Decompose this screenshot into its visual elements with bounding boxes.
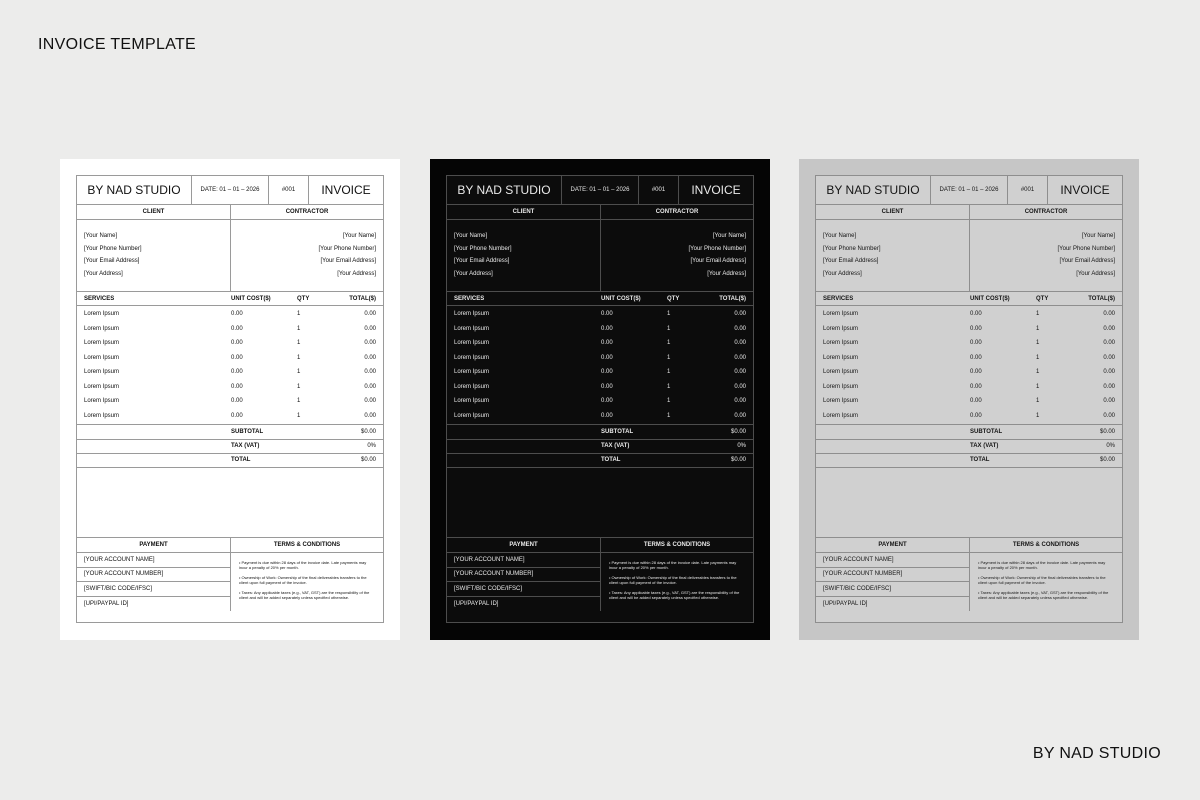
- client-detail: [Your Address]: [454, 271, 493, 278]
- row-total: 0.00: [364, 412, 376, 419]
- quantity: 1: [1036, 325, 1040, 332]
- row-total: 0.00: [734, 354, 746, 361]
- col-services: SERVICES: [84, 295, 115, 302]
- unit-cost: 0.00: [601, 383, 613, 390]
- unit-cost: 0.00: [970, 354, 982, 361]
- summary-value: 0%: [1106, 443, 1115, 450]
- quantity: 1: [1036, 369, 1040, 376]
- contractor-block: [601, 220, 753, 291]
- services-table-body: [447, 306, 753, 423]
- client-detail: [Your Email Address]: [823, 258, 879, 265]
- unit-cost: 0.00: [970, 311, 982, 318]
- summary-value: $0.00: [360, 428, 376, 435]
- client-detail: [Your Name]: [823, 233, 857, 239]
- quantity: 1: [297, 369, 301, 376]
- service-row: [447, 336, 753, 351]
- contractor-detail: [Your Phone Number]: [318, 245, 376, 252]
- terms-block: [970, 553, 1122, 611]
- row-total: 0.00: [734, 383, 746, 390]
- services-table-header: [447, 292, 753, 306]
- unit-cost: 0.00: [231, 412, 243, 419]
- quantity: 1: [667, 383, 671, 390]
- invoice-number: #001: [269, 176, 309, 204]
- service-name: Lorem Ipsum: [84, 383, 120, 390]
- term-item: • Ownership of Work: Ownership of the final deliverables transfers to the client upon full payment of the invoice.: [978, 575, 1106, 585]
- client-detail: [Your Address]: [84, 271, 123, 278]
- quantity: 1: [1036, 383, 1040, 390]
- quantity: 1: [1036, 311, 1040, 318]
- invoice-document: [815, 175, 1123, 623]
- row-total: 0.00: [1103, 383, 1115, 390]
- quantity: 1: [297, 398, 301, 405]
- unit-cost: 0.00: [970, 412, 982, 419]
- summary-label: TOTAL: [231, 457, 251, 464]
- payment-block: [816, 553, 970, 611]
- service-name: Lorem Ipsum: [84, 325, 120, 332]
- service-row: [816, 380, 1122, 395]
- quantity: 1: [297, 412, 301, 419]
- payment-detail: [UPI/PAYPAL ID]: [823, 600, 868, 607]
- payment-detail: [UPI/PAYPAL ID]: [84, 600, 129, 607]
- service-row: [816, 409, 1122, 424]
- services-table-header: [77, 292, 383, 306]
- terms-heading: TERMS & CONDITIONS: [273, 542, 341, 548]
- unit-cost: 0.00: [231, 340, 243, 347]
- term-item: • Taxes: Any applicable taxes (e.g., VAT, GST) are the responsibility of the client and will be added separately unless specified otherwise.: [239, 590, 370, 600]
- services-table-body: [77, 306, 383, 423]
- row-total: 0.00: [1103, 340, 1115, 347]
- invoice-title: INVOICE: [321, 183, 371, 197]
- summary-label: SUBTOTAL: [601, 428, 634, 435]
- payment-detail: [YOUR ACCOUNT NAME]: [816, 553, 969, 568]
- row-total: 0.00: [364, 398, 376, 405]
- service-row: [77, 380, 383, 395]
- payment-block: [77, 553, 231, 611]
- quantity: 1: [1036, 412, 1040, 419]
- service-row: [447, 380, 753, 395]
- client-detail: [Your Address]: [823, 271, 862, 278]
- service-name: Lorem Ipsum: [823, 369, 859, 376]
- col-qty: QTY: [297, 295, 310, 302]
- term-item: • Payment is due within 28 days of the invoice date. Late payments may incur a penalty of 20% per month.: [239, 560, 367, 570]
- summary-label: TAX (VAT): [231, 443, 260, 450]
- row-total: 0.00: [1103, 398, 1115, 405]
- service-row: [816, 322, 1122, 337]
- col-unit-cost: UNIT COST($): [601, 295, 641, 302]
- contractor-detail: [Your Email Address]: [1059, 258, 1115, 265]
- service-row: [816, 336, 1122, 351]
- summary-block: [447, 424, 753, 468]
- service-row: [816, 307, 1122, 322]
- col-qty: QTY: [667, 295, 680, 302]
- row-total: 0.00: [364, 311, 376, 318]
- quantity: 1: [297, 325, 301, 332]
- service-name: Lorem Ipsum: [454, 325, 490, 332]
- service-row: [77, 336, 383, 351]
- payment-terms-section: [77, 537, 383, 611]
- service-name: Lorem Ipsum: [823, 340, 859, 347]
- invoice-number: #001: [639, 176, 679, 204]
- contractor-detail: [Your Address]: [337, 271, 376, 278]
- summary-row: [77, 424, 383, 439]
- party-details: [77, 220, 383, 292]
- bottom-body: [447, 553, 753, 611]
- client-detail: [Your Name]: [454, 233, 488, 239]
- service-row: [447, 365, 753, 380]
- unit-cost: 0.00: [601, 325, 613, 332]
- service-name: Lorem Ipsum: [84, 340, 120, 347]
- quantity: 1: [1036, 354, 1040, 361]
- quantity: 1: [667, 354, 671, 361]
- invoice-date: DATE: 01 – 01 – 2026: [562, 176, 639, 204]
- contractor-detail: [Your Address]: [1076, 271, 1115, 278]
- unit-cost: 0.00: [601, 340, 613, 347]
- quantity: 1: [667, 340, 671, 347]
- payment-detail: [UPI/PAYPAL ID]: [454, 600, 499, 607]
- summary-value: $0.00: [730, 457, 746, 464]
- row-total: 0.00: [1103, 369, 1115, 376]
- party-headings: [77, 205, 383, 220]
- quantity: 1: [297, 383, 301, 390]
- invoice-date: DATE: 01 – 01 – 2026: [192, 176, 269, 204]
- client-block: [77, 220, 231, 291]
- service-row: [447, 409, 753, 424]
- payment-heading: PAYMENT: [816, 538, 970, 552]
- client-detail: [Your Phone Number]: [454, 245, 512, 252]
- col-total: TOTAL($): [1088, 295, 1115, 302]
- unit-cost: 0.00: [231, 369, 243, 376]
- terms-heading: TERMS & CONDITIONS: [1012, 542, 1080, 548]
- client-detail: [Your Email Address]: [84, 258, 140, 265]
- services-table-header: [816, 292, 1122, 306]
- party-headings: [447, 205, 753, 220]
- summary-value: $0.00: [1099, 428, 1115, 435]
- quantity: 1: [667, 325, 671, 332]
- bottom-headings: [447, 538, 753, 553]
- quantity: 1: [667, 311, 671, 318]
- summary-row: [816, 439, 1122, 454]
- client-detail: [Your Phone Number]: [84, 245, 142, 252]
- service-row: [816, 394, 1122, 409]
- unit-cost: 0.00: [970, 383, 982, 390]
- invoice-title: INVOICE: [1060, 183, 1110, 197]
- contractor-detail: [Your Phone Number]: [688, 245, 746, 252]
- contractor-detail: [Your Name]: [1081, 233, 1115, 239]
- quantity: 1: [1036, 340, 1040, 347]
- contractor-heading: CONTRACTOR: [285, 209, 329, 215]
- summary-label: SUBTOTAL: [231, 428, 264, 435]
- unit-cost: 0.00: [601, 412, 613, 419]
- service-name: Lorem Ipsum: [84, 311, 120, 318]
- payment-detail: [YOUR ACCOUNT NAME]: [77, 553, 230, 568]
- service-name: Lorem Ipsum: [823, 354, 859, 361]
- terms-heading: TERMS & CONDITIONS: [643, 542, 711, 548]
- contractor-heading: CONTRACTOR: [1024, 209, 1068, 215]
- summary-value: 0%: [737, 443, 746, 450]
- service-row: [77, 322, 383, 337]
- invoice-sheet-light: [60, 159, 400, 640]
- contractor-detail: [Your Email Address]: [320, 258, 376, 265]
- client-block: [816, 220, 970, 291]
- client-heading: CLIENT: [447, 205, 601, 219]
- term-item: • Ownership of Work: Ownership of the final deliverables transfers to the client upon full payment of the invoice.: [609, 575, 737, 585]
- service-name: Lorem Ipsum: [454, 412, 490, 419]
- payment-detail: [SWIFT/BIC CODE/IFSC]: [447, 582, 600, 597]
- invoice-date: DATE: 01 – 01 – 2026: [931, 176, 1008, 204]
- service-name: Lorem Ipsum: [454, 311, 490, 318]
- bottom-body: [816, 553, 1122, 611]
- brand-footer: BY NAD STUDIO: [1032, 745, 1161, 762]
- row-total: 0.00: [734, 311, 746, 318]
- quantity: 1: [1036, 398, 1040, 405]
- unit-cost: 0.00: [231, 311, 243, 318]
- client-detail: [Your Name]: [84, 233, 118, 239]
- unit-cost: 0.00: [970, 369, 982, 376]
- quantity: 1: [667, 398, 671, 405]
- row-total: 0.00: [364, 325, 376, 332]
- unit-cost: 0.00: [231, 383, 243, 390]
- client-heading: CLIENT: [816, 205, 970, 219]
- summary-value: $0.00: [1099, 457, 1115, 464]
- unit-cost: 0.00: [231, 398, 243, 405]
- summary-row: [447, 439, 753, 454]
- summary-block: [77, 424, 383, 468]
- term-item: • Ownership of Work: Ownership of the final deliverables transfers to the client upon full payment of the invoice.: [239, 575, 367, 585]
- row-total: 0.00: [364, 340, 376, 347]
- payment-terms-section: [816, 537, 1122, 611]
- payment-detail: [YOUR ACCOUNT NUMBER]: [816, 568, 969, 583]
- studio-name: BY NAD STUDIO: [77, 176, 192, 204]
- unit-cost: 0.00: [970, 340, 982, 347]
- contractor-block: [231, 220, 383, 291]
- service-row: [816, 351, 1122, 366]
- service-row: [816, 365, 1122, 380]
- col-total: TOTAL($): [719, 295, 746, 302]
- unit-cost: 0.00: [231, 354, 243, 361]
- term-item: • Payment is due within 28 days of the invoice date. Late payments may incur a penalty of 20% per month.: [978, 560, 1106, 570]
- term-item: • Taxes: Any applicable taxes (e.g., VAT, GST) are the responsibility of the client and will be added separately unless specified otherwise.: [978, 590, 1109, 600]
- bottom-body: [77, 553, 383, 611]
- service-row: [447, 394, 753, 409]
- payment-detail: [SWIFT/BIC CODE/IFSC]: [77, 582, 230, 597]
- payment-detail: [SWIFT/BIC CODE/IFSC]: [816, 582, 969, 597]
- summary-label: TOTAL: [601, 457, 621, 464]
- party-headings: [816, 205, 1122, 220]
- summary-row: [816, 424, 1122, 439]
- quantity: 1: [297, 340, 301, 347]
- service-name: Lorem Ipsum: [823, 398, 859, 405]
- row-total: 0.00: [364, 369, 376, 376]
- bottom-headings: [77, 538, 383, 553]
- contractor-detail: [Your Address]: [707, 271, 746, 278]
- quantity: 1: [297, 354, 301, 361]
- summary-label: TAX (VAT): [601, 443, 630, 450]
- summary-row: [447, 424, 753, 439]
- row-total: 0.00: [734, 325, 746, 332]
- service-name: Lorem Ipsum: [84, 412, 120, 419]
- summary-row: [816, 453, 1122, 468]
- payment-terms-section: [447, 537, 753, 611]
- invoice-sheet-dark: [430, 159, 770, 640]
- col-services: SERVICES: [454, 295, 485, 302]
- summary-value: $0.00: [730, 428, 746, 435]
- col-services: SERVICES: [823, 295, 854, 302]
- terms-block: [601, 553, 753, 611]
- row-total: 0.00: [364, 354, 376, 361]
- unit-cost: 0.00: [601, 398, 613, 405]
- service-name: Lorem Ipsum: [454, 383, 490, 390]
- payment-detail: [YOUR ACCOUNT NUMBER]: [77, 568, 230, 583]
- unit-cost: 0.00: [231, 325, 243, 332]
- unit-cost: 0.00: [601, 369, 613, 376]
- row-total: 0.00: [734, 340, 746, 347]
- summary-label: TAX (VAT): [970, 443, 999, 450]
- term-item: • Payment is due within 28 days of the invoice date. Late payments may incur a penalty of 20% per month.: [609, 560, 737, 570]
- service-row: [447, 307, 753, 322]
- quantity: 1: [667, 412, 671, 419]
- quantity: 1: [297, 311, 301, 318]
- invoice-header: [816, 176, 1122, 205]
- summary-label: TOTAL: [970, 457, 990, 464]
- service-name: Lorem Ipsum: [84, 398, 120, 405]
- studio-name: BY NAD STUDIO: [816, 176, 931, 204]
- invoice-header: [77, 176, 383, 205]
- client-heading: CLIENT: [77, 205, 231, 219]
- row-total: 0.00: [364, 383, 376, 390]
- summary-value: 0%: [367, 443, 376, 450]
- quantity: 1: [667, 369, 671, 376]
- client-block: [447, 220, 601, 291]
- summary-row: [77, 453, 383, 468]
- row-total: 0.00: [1103, 311, 1115, 318]
- service-row: [447, 322, 753, 337]
- col-qty: QTY: [1036, 295, 1049, 302]
- unit-cost: 0.00: [970, 325, 982, 332]
- contractor-detail: [Your Name]: [712, 233, 746, 239]
- services-table-body: [816, 306, 1122, 423]
- summary-label: SUBTOTAL: [970, 428, 1003, 435]
- unit-cost: 0.00: [970, 398, 982, 405]
- payment-detail: [YOUR ACCOUNT NAME]: [447, 553, 600, 568]
- party-details: [447, 220, 753, 292]
- service-name: Lorem Ipsum: [454, 398, 490, 405]
- payment-heading: PAYMENT: [447, 538, 601, 552]
- unit-cost: 0.00: [601, 311, 613, 318]
- service-row: [77, 351, 383, 366]
- col-unit-cost: UNIT COST($): [970, 295, 1010, 302]
- client-detail: [Your Email Address]: [454, 258, 510, 265]
- row-total: 0.00: [1103, 412, 1115, 419]
- party-details: [816, 220, 1122, 292]
- invoice-sheet-gray: [799, 159, 1139, 640]
- service-row: [77, 365, 383, 380]
- invoice-number: #001: [1008, 176, 1048, 204]
- row-total: 0.00: [1103, 325, 1115, 332]
- studio-name: BY NAD STUDIO: [447, 176, 562, 204]
- terms-block: [231, 553, 383, 611]
- service-name: Lorem Ipsum: [823, 311, 859, 318]
- service-row: [77, 409, 383, 424]
- summary-row: [77, 439, 383, 454]
- service-name: Lorem Ipsum: [84, 354, 120, 361]
- row-total: 0.00: [1103, 354, 1115, 361]
- invoice-document: [446, 175, 754, 623]
- invoice-document: [76, 175, 384, 623]
- page-title: INVOICE TEMPLATE: [38, 36, 197, 53]
- invoice-title: INVOICE: [691, 183, 741, 197]
- service-row: [447, 351, 753, 366]
- service-row: [77, 307, 383, 322]
- col-unit-cost: UNIT COST($): [231, 295, 271, 302]
- summary-row: [447, 453, 753, 468]
- unit-cost: 0.00: [601, 354, 613, 361]
- row-total: 0.00: [734, 412, 746, 419]
- term-item: • Taxes: Any applicable taxes (e.g., VAT, GST) are the responsibility of the client and will be added separately unless specified otherwise.: [609, 590, 740, 600]
- client-detail: [Your Phone Number]: [823, 245, 881, 252]
- contractor-detail: [Your Name]: [342, 233, 376, 239]
- payment-heading: PAYMENT: [77, 538, 231, 552]
- service-row: [77, 394, 383, 409]
- service-name: Lorem Ipsum: [454, 369, 490, 376]
- service-name: Lorem Ipsum: [823, 325, 859, 332]
- bottom-headings: [816, 538, 1122, 553]
- contractor-detail: [Your Email Address]: [690, 258, 746, 265]
- row-total: 0.00: [734, 369, 746, 376]
- row-total: 0.00: [734, 398, 746, 405]
- contractor-block: [970, 220, 1122, 291]
- invoice-header: [447, 176, 753, 205]
- payment-block: [447, 553, 601, 611]
- summary-value: $0.00: [360, 457, 376, 464]
- service-name: Lorem Ipsum: [454, 354, 490, 361]
- service-name: Lorem Ipsum: [823, 412, 859, 419]
- col-total: TOTAL($): [349, 295, 376, 302]
- service-name: Lorem Ipsum: [84, 369, 120, 376]
- contractor-detail: [Your Phone Number]: [1057, 245, 1115, 252]
- service-name: Lorem Ipsum: [823, 383, 859, 390]
- summary-block: [816, 424, 1122, 468]
- contractor-heading: CONTRACTOR: [655, 209, 699, 215]
- payment-detail: [YOUR ACCOUNT NUMBER]: [447, 568, 600, 583]
- service-name: Lorem Ipsum: [454, 340, 490, 347]
